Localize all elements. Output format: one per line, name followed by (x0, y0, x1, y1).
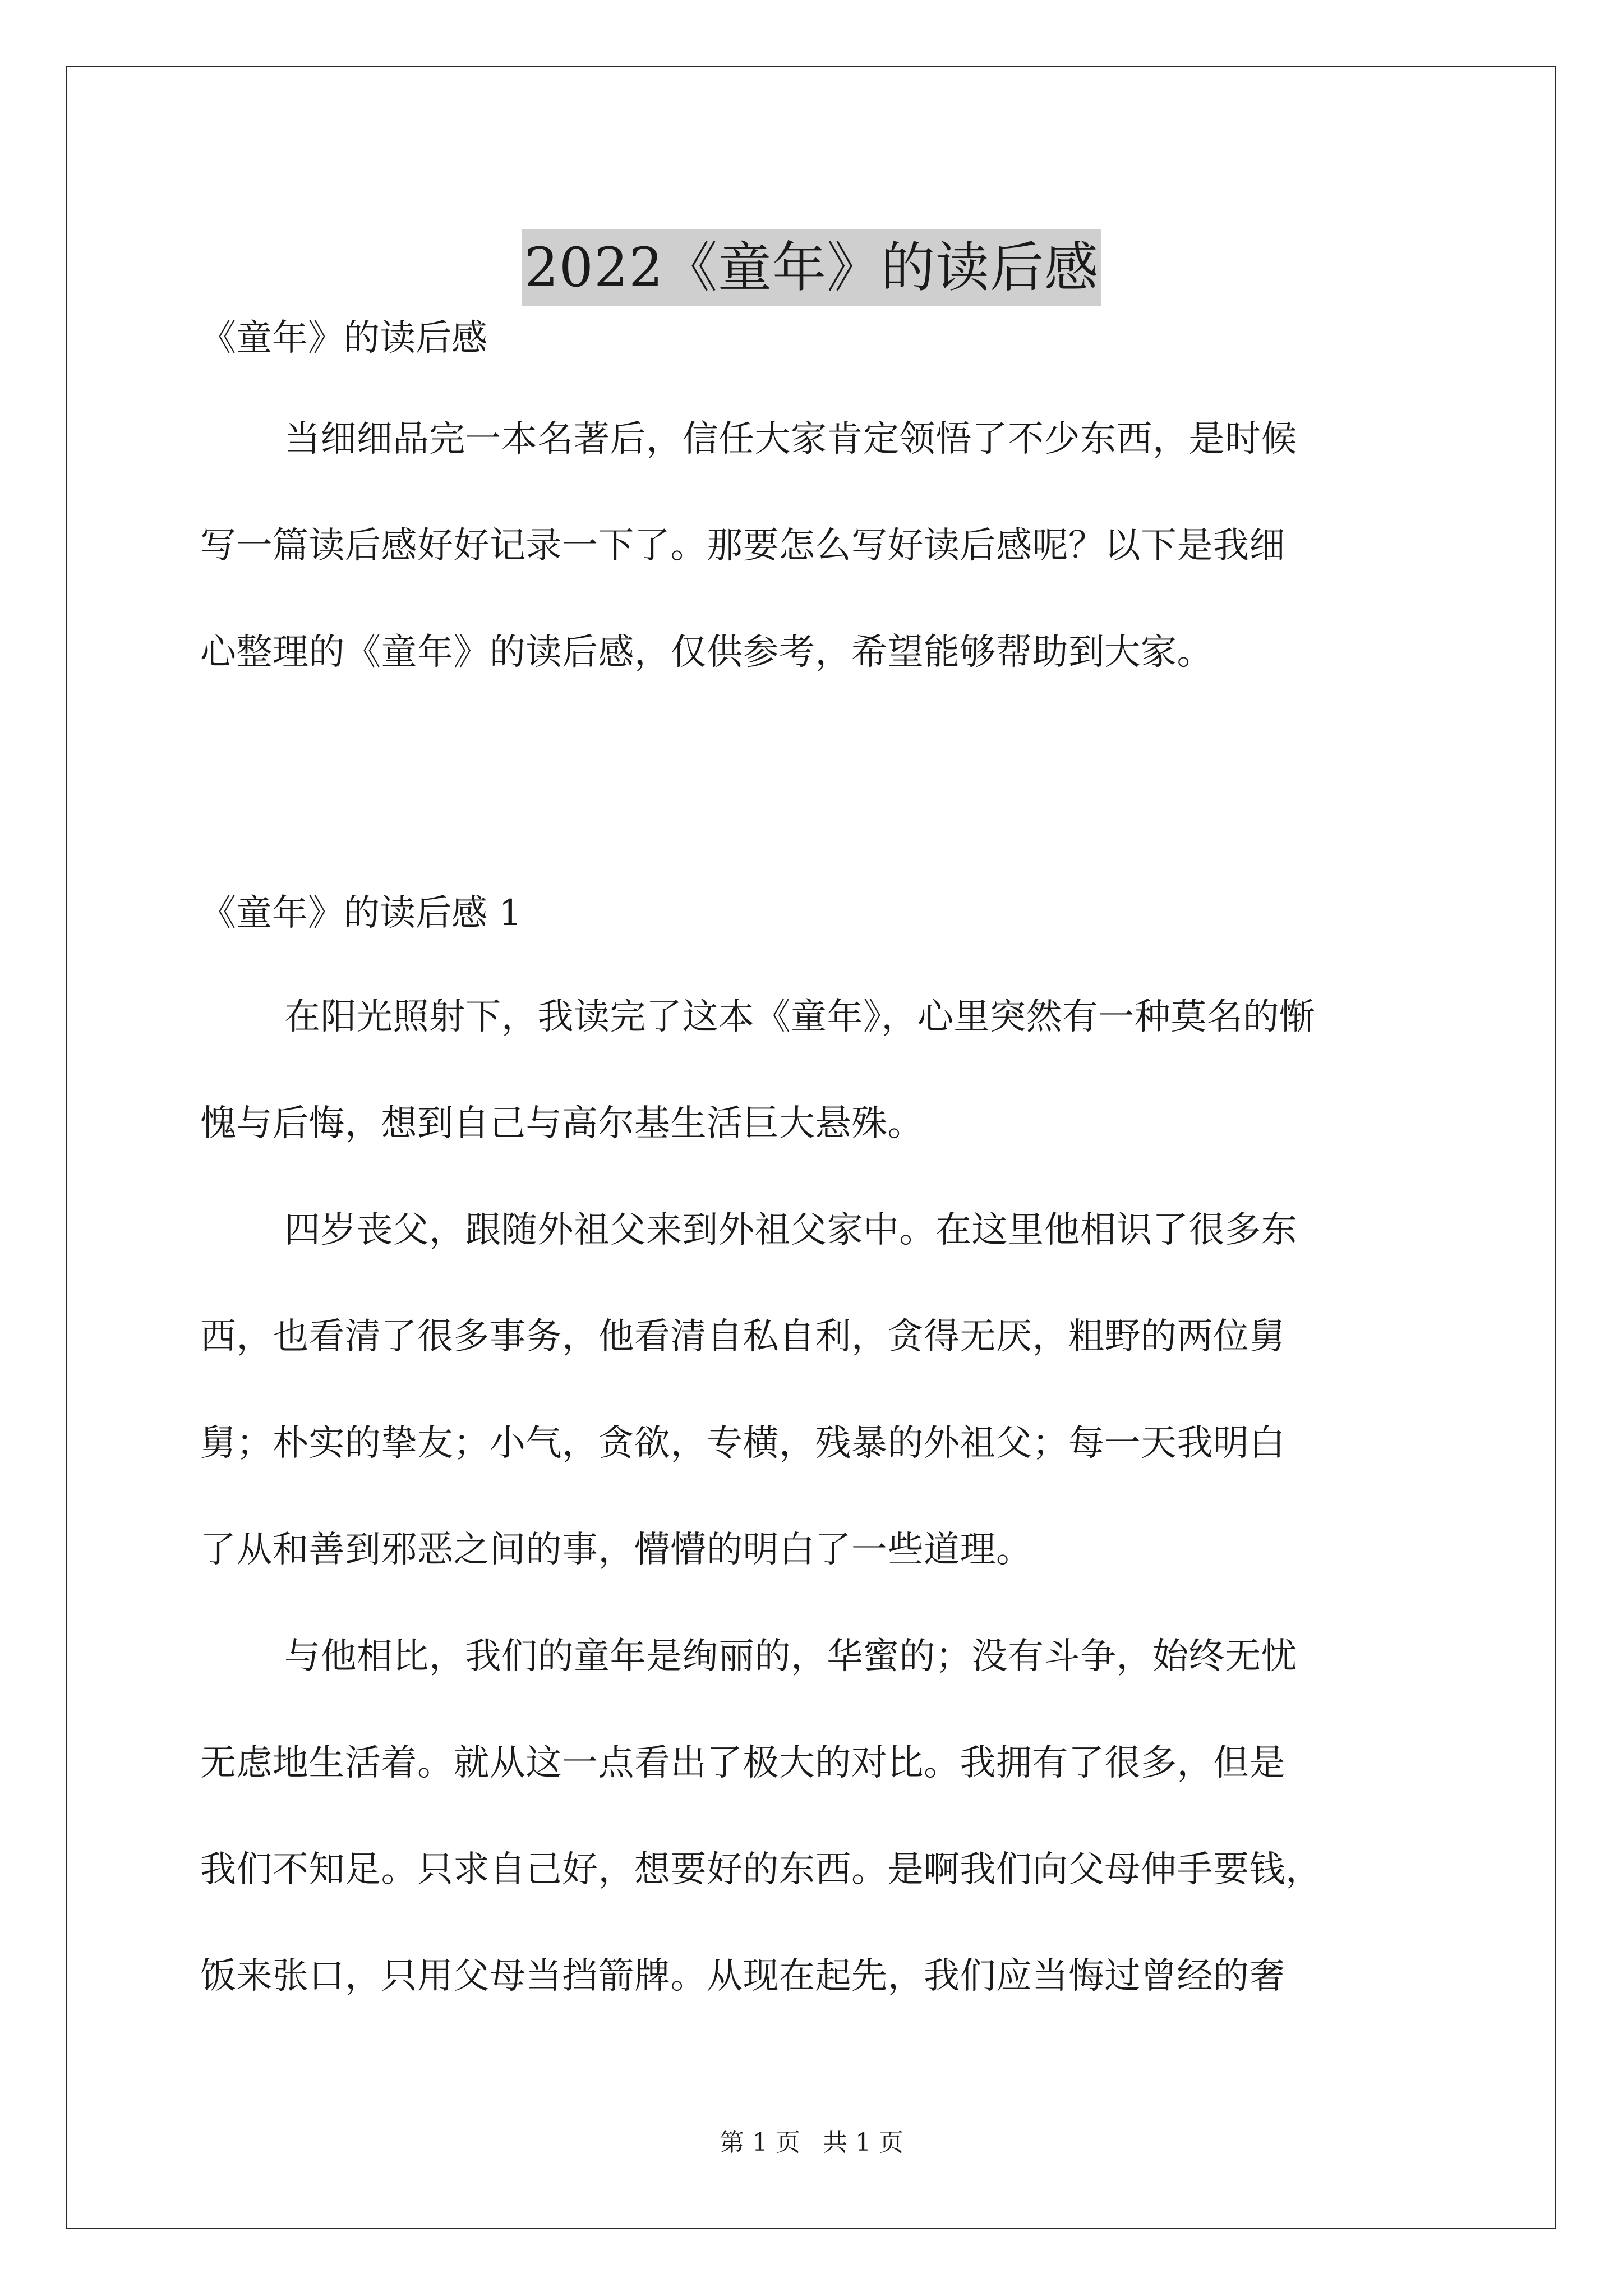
intro-line-1: 当细细品完一本名著后，信任大家肯定领悟了不少东西，是时候 (284, 418, 1297, 460)
essay-heading-1: 《童年》的读后感 1 (200, 892, 522, 934)
intro-line-2: 写一篇读后感好好记录一下了。那要怎么写好读后感呢？以下是我细 (200, 525, 1285, 567)
para3-line-2: 无虑地生活着。就从这一点看出了极大的对比。我拥有了很多，但是 (200, 1742, 1285, 1784)
page-total: 共 1 页 (823, 2128, 903, 2157)
page-footer (0, 2126, 1623, 2160)
para1-line-1: 在阳光照射下，我读完了这本《童年》，心里突然有一种莫名的惭 (284, 996, 1316, 1038)
para2-line-4: 了从和善到邪恶之间的事，懵懵的明白了一些道理。 (200, 1529, 1032, 1571)
page-number: 第 1 页 (720, 2128, 800, 2157)
intro-heading: 《童年》的读后感 (200, 318, 487, 359)
para1-line-2: 愧与后悔，想到自己与高尔基生活巨大悬殊。 (200, 1103, 924, 1144)
para3-line-3: 我们不知足。只求自己好，想要好的东西。是啊我们向父母伸手要钱， (200, 1849, 1322, 1890)
document-title: 2022《童年》的读后感 (522, 229, 1101, 306)
intro-line-3: 心整理的《童年》的读后感，仅供参考，希望能够帮助到大家。 (200, 632, 1213, 673)
para3-line-1: 与他相比，我们的童年是绚丽的，华蜜的；没有斗争，始终无忧 (284, 1636, 1297, 1677)
para3-line-4: 饭来张口，只用父母当挡箭牌。从现在起先，我们应当悔过曾经的奢 (200, 1955, 1285, 1997)
para2-line-1: 四岁丧父，跟随外祖父来到外祖父家中。在这里他相识了很多东 (284, 1209, 1297, 1251)
para2-line-3: 舅；朴实的挚友；小气，贪欲，专横，残暴的外祖父；每一天我明白 (200, 1423, 1285, 1464)
para2-line-2: 西，也看清了很多事务，他看清自私自利，贪得无厌，粗野的两位舅 (200, 1316, 1285, 1358)
